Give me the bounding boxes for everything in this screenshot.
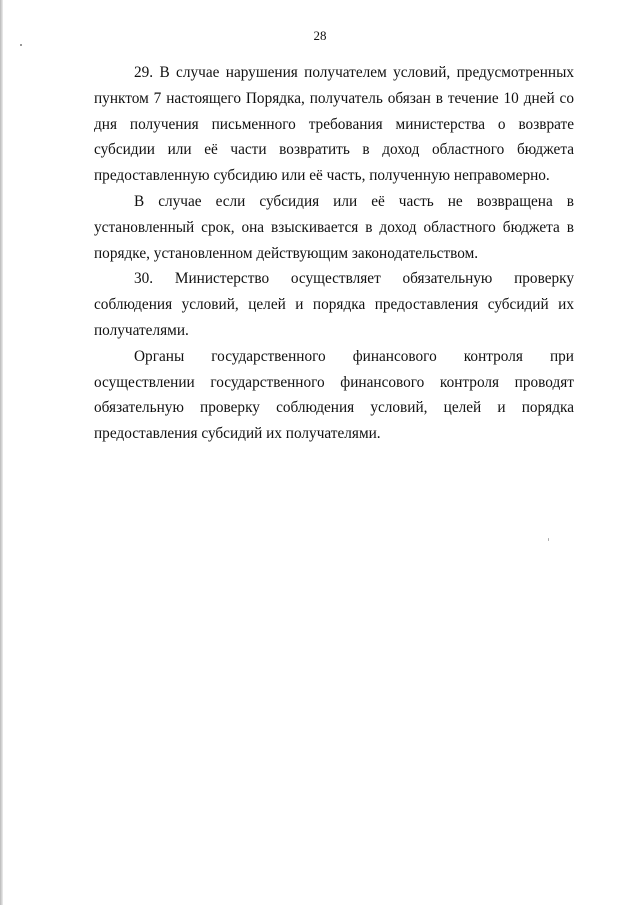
paragraph-29-continuation: В случае если субсидия или её часть не возвращена в установленный срок, она взыскивается в доход областного бюджета в порядке, установленном действующим законодательством.	[94, 192, 574, 262]
scan-edge	[0, 0, 3, 905]
document-body	[94, 60, 574, 447]
paragraph-30-continuation: Органы государственного финансового контроля при осуществлении государственного финансового контроля проводят обязательную проверку соблюдения условий, целей и порядка предоставления субсидий их получателями.	[94, 347, 574, 443]
page-number: 28	[313, 28, 327, 43]
paragraph-29: 29. В случае нарушения получателем условий, предусмотренных пунктом 7 настоящего Порядка, получатель обязан в течение 10 дней со дня получения письменного требования министерства о возврате субсидии или её части возвратить в доход областного бюджета предоставленную субсидию или её часть, полученную неправомерно.	[94, 64, 574, 185]
paragraph-30: 30. Министерство осуществляет обязательную проверку соблюдения условий, целей и порядка предоставления субсидий их получателями.	[94, 270, 574, 339]
scan-speck	[20, 44, 22, 46]
scan-speck	[548, 538, 549, 541]
